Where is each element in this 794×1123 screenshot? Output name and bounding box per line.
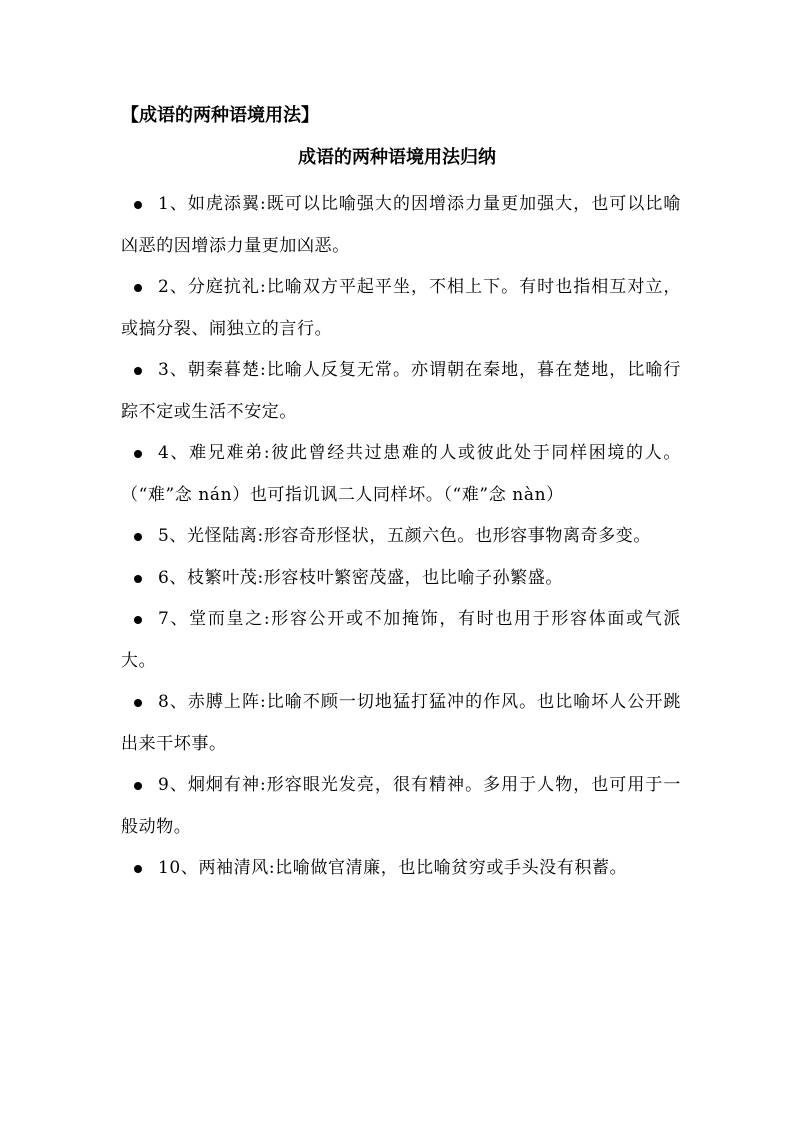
bullet-icon [134, 865, 142, 873]
idiom-explanation: 比喻人反复无常。亦谓朝在秦地，暮在楚地，比喻行踪不定或生活不安定。 [121, 360, 681, 422]
bullet-icon [134, 201, 142, 209]
bullet-icon [134, 699, 142, 707]
idiom-name: 两袖清风 [198, 858, 269, 878]
item-separator: : [260, 277, 267, 297]
item-number: 8、 [158, 692, 188, 712]
list-item [121, 558, 681, 600]
idiom-list [121, 184, 681, 890]
item-number: 5、 [158, 526, 188, 546]
item-number: 6、 [158, 567, 188, 588]
item-separator: : [263, 443, 271, 463]
bullet-icon [134, 284, 142, 292]
item-separator: : [260, 194, 267, 214]
list-item [121, 848, 681, 890]
idiom-name: 朝秦暮楚 [187, 360, 260, 380]
idiom-name: 分庭抗礼 [187, 277, 260, 297]
idiom-name: 难兄难弟 [189, 443, 264, 463]
item-separator: : [260, 775, 267, 795]
item-separator: : [260, 360, 267, 380]
item-separator: : [268, 858, 276, 878]
item-number: 10、 [158, 858, 199, 878]
idiom-explanation: 形容奇形怪状，五颜六色。也形容事物离奇多变。 [263, 526, 651, 546]
item-number: 3、 [158, 360, 188, 380]
list-item [121, 516, 681, 558]
idiom-explanation: 形容公开或不加掩饰，有时也用于形容体面或气派大。 [121, 609, 681, 671]
idiom-explanation: 比喻做官清廉，也比喻贫穷或手头没有积蓄。 [275, 858, 628, 878]
list-item [121, 350, 681, 433]
item-number: 1、 [158, 194, 188, 214]
item-separator: : [260, 692, 267, 712]
item-number: 4、 [158, 443, 190, 463]
item-number: 2、 [158, 277, 188, 297]
list-item [121, 599, 681, 682]
item-separator: : [257, 567, 264, 588]
bullet-icon [134, 367, 142, 375]
idiom-explanation: 形容眼光发亮，很有精神。多用于人物，也可用于一般动物。 [121, 775, 681, 837]
item-number: 7、 [158, 609, 190, 629]
idiom-name: 光怪陆离 [187, 526, 258, 546]
list-item [121, 433, 681, 516]
bullet-icon [134, 616, 142, 624]
item-number: 9、 [158, 775, 188, 795]
bullet-icon [134, 782, 142, 790]
list-item [121, 765, 681, 848]
idiom-name: 赤膊上阵 [187, 692, 260, 712]
idiom-explanation: 形容枝叶繁密茂盛，也比喻子孙繁盛。 [263, 567, 563, 588]
item-separator: : [257, 526, 264, 546]
item-separator: : [263, 609, 271, 629]
idiom-name: 如虎添翼 [187, 194, 260, 214]
document-title: 成语的两种语境用法归纳 [298, 147, 496, 168]
bullet-icon [134, 533, 142, 541]
bullet-icon [134, 450, 142, 458]
section-heading: 【成语的两种语境用法】 [121, 105, 319, 126]
idiom-name: 炯炯有神 [187, 775, 260, 795]
idiom-explanation: 比喻双方平起平坐，不相上下。有时也指相互对立，或搞分裂、闹独立的言行。 [121, 277, 681, 339]
idiom-explanation: 比喻不顾一切地猛打猛冲的作风。也比喻坏人公开跳出来干坏事。 [121, 692, 681, 754]
idiom-explanation: 既可以比喻强大的因增添力量更加强大，也可以比喻凶恶的因增添力量更加凶恶。 [121, 194, 681, 256]
bullet-icon [134, 575, 142, 583]
list-item [121, 267, 681, 350]
idiom-name: 堂而皇之 [189, 609, 264, 629]
list-item [121, 184, 681, 267]
idiom-name: 枝繁叶茂 [187, 567, 258, 588]
idiom-explanation: 彼此曾经共过患难的人或彼此处于同样困境的人。（“难”念 nán）也可指讥讽二人同样坏。（“难”念 nàn） [121, 443, 681, 505]
list-item [121, 682, 681, 765]
